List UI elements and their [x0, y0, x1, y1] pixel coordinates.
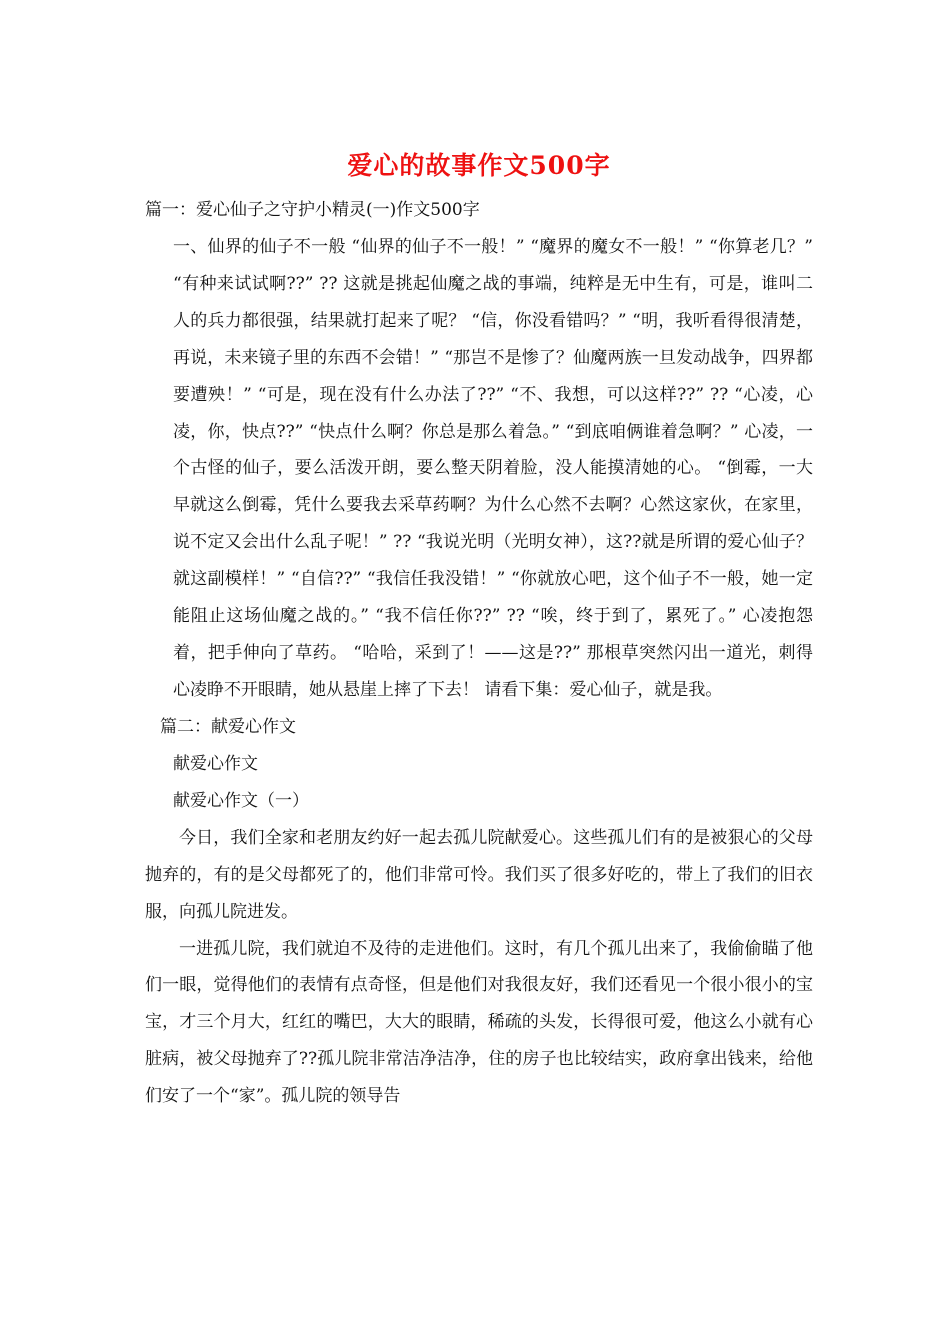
document-title: 爱心的故事作文500字 — [347, 151, 611, 180]
section-two-subheading: 献爱心作文 — [173, 753, 258, 774]
section-one-heading: 篇一：爱心仙子之守护小精灵(一)作文500字 — [145, 200, 480, 220]
section-two-paragraph-2: 一进孤儿院，我们就迫不及待的走进他们。这时，有几个孤儿出来了，我偷偷瞄了他们一眼，觉得他们的表情有点奇怪，但是他们对我很友好，我们还看见一个很小很小的宝宝，才三个月大，红红的嘴巴，大大的眼睛，稀疏的头发，长得很可爱，他这么小就有心脏病，被父母抛弃了??孤儿院非常洁净洁净，住的房子也比较结实，政府拿出钱来，给他们安了一个“家”。孤儿院的领导告 — [145, 938, 813, 1107]
section-two-heading: 篇二：献爱心作文 — [160, 716, 296, 737]
section-two-paragraph-1: 今日，我们全家和老朋友约好一起去孤儿院献爱心。这些孤儿们有的是被狠心的父母抛弃的，有的是父母都死了的，他们非常可怜。我们买了很多好吃的，带上了我们的旧衣服，向孤儿院进发。 — [145, 827, 813, 922]
section-two-subsubheading: 献爱心作文（一） — [173, 790, 309, 811]
document-page — [145, 148, 813, 1115]
section-one-paragraph: 一、仙界的仙子不一般 “仙界的仙子不一般！” “魔界的魔女不一般！” “你算老几？” “有种来试试啊??” ?? 这就是挑起仙魔之战的事端，纯粹是无中生有，可是，谁叫二人的兵力都很强，结果就打起来了呢？ “信，你没看错吗？” “明，我听看得很清楚，再说，未来镜子里的东西不会错！” “那岂不是惨了？仙魔两族一旦发动战争，四界都要遭殃！” “可是，现在没有什么办法了??” “不、我想，可以这样??” ?? “心凌，心凌，你，快点??” “快点什么啊？你总是那么着急。” “到底咱俩谁着急啊？” 心凌，一个古怪的仙子，要么活泼开朗，要么整天阴着脸，没人能摸清她的心。 “倒霉，一大早就这么倒霉，凭什么要我去采草药啊？为什么心然不去啊？心然这家伙，在家里，说不定又会出什么乱子呢！” ?? “我说光明（光明女神），这??就是所谓的爱心仙子？就这副模样！” “自信??” “我信任我没错！” “你就放心吧，这个仙子不一般，她一定能阻止这场仙魔之战的。” “我不信任你??” ?? “唉，终于到了，累死了。” 心凌抱怨着，把手伸向了草药。 “哈哈，采到了！——这是??” 那根草突然闪出一道光，刺得心凌睁不开眼睛，她从悬崖上摔了下去！ 请看下集：爱心仙子，就是我。 — [173, 237, 813, 700]
